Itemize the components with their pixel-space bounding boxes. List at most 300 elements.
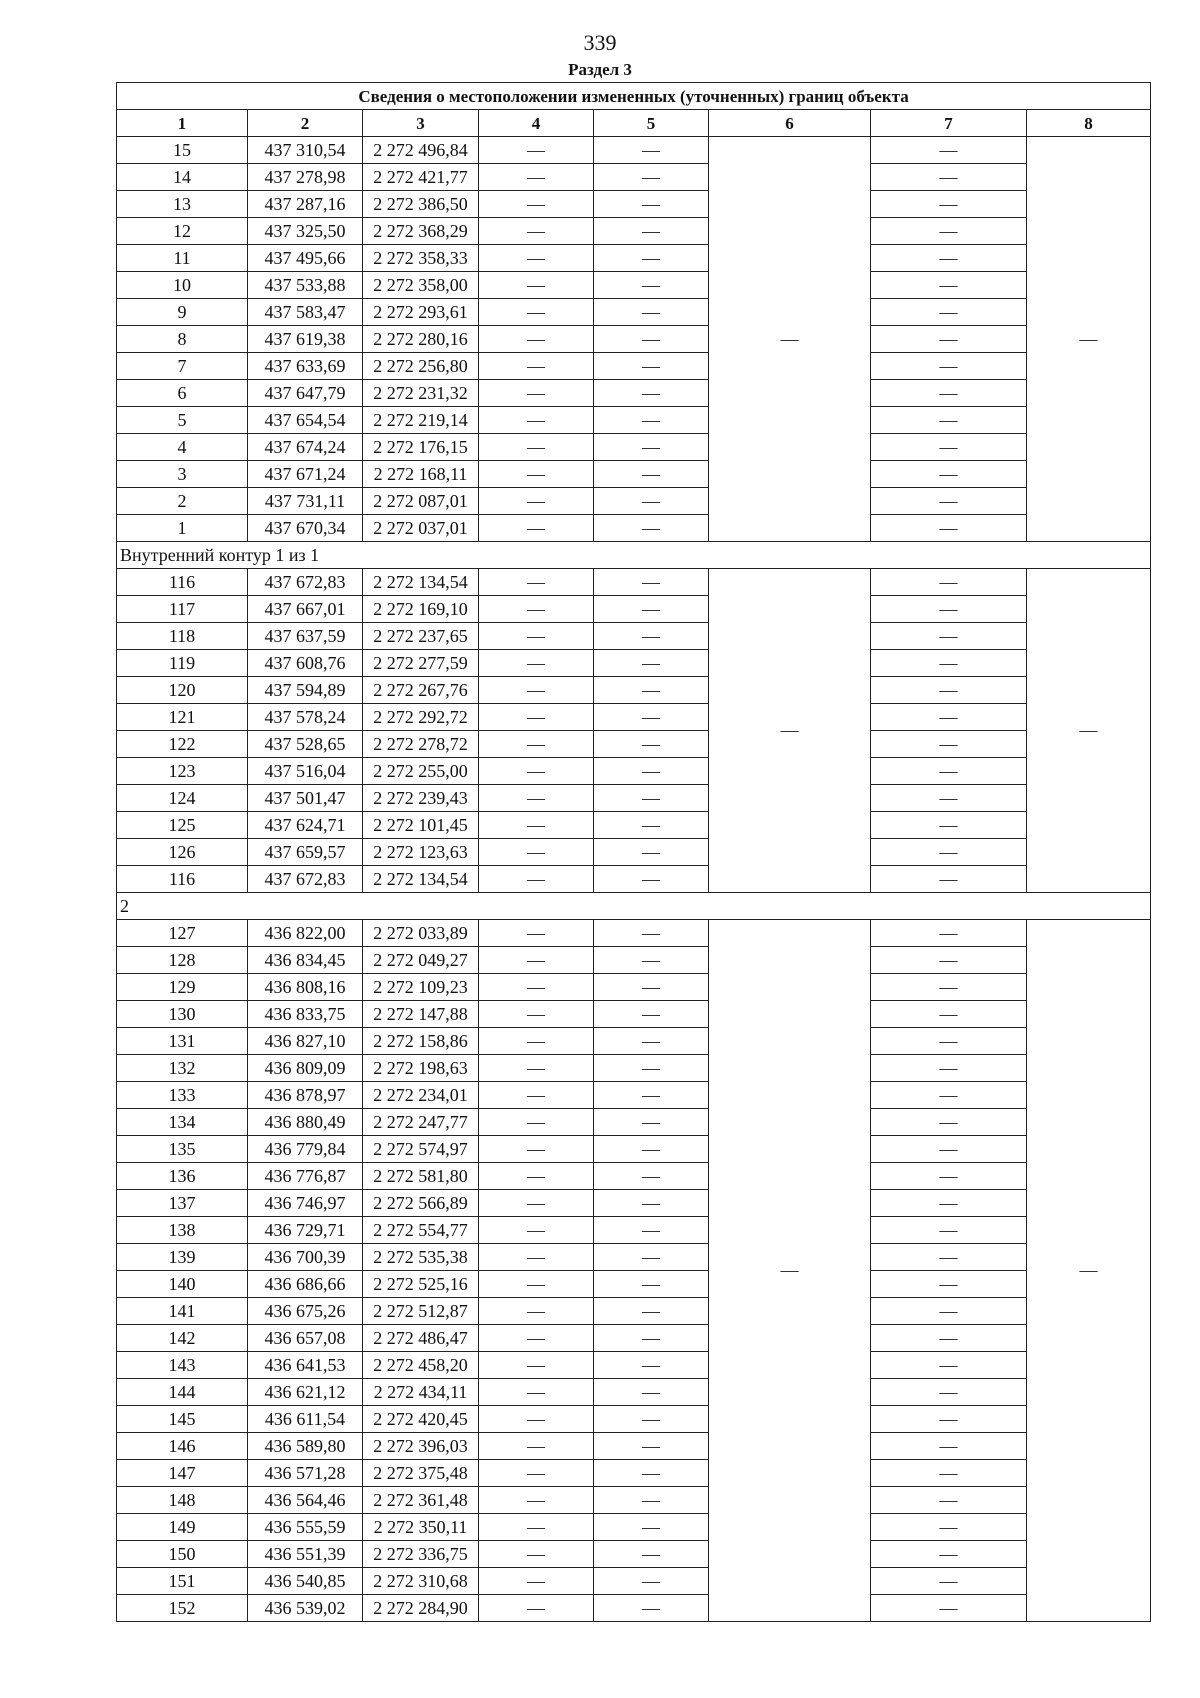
y-coordinate-cell: 2 272 420,45 [363, 1406, 479, 1433]
y-coordinate-cell: 2 272 310,68 [363, 1568, 479, 1595]
table-row [117, 1460, 1151, 1487]
col4-dash-cell: — [479, 434, 594, 461]
table-row [117, 704, 1151, 731]
col4-dash-cell: — [479, 1190, 594, 1217]
x-coordinate-cell: 437 325,50 [248, 218, 363, 245]
table-row [117, 1190, 1151, 1217]
col5-dash-cell: — [594, 353, 709, 380]
col7-dash-cell: — [871, 353, 1027, 380]
table-row [117, 272, 1151, 299]
col4-dash-cell: — [479, 326, 594, 353]
col6-merged-cell: — [709, 137, 871, 542]
col4-dash-cell: — [479, 758, 594, 785]
col4-dash-cell: — [479, 974, 594, 1001]
x-coordinate-cell: 436 746,97 [248, 1190, 363, 1217]
point-number-cell: 122 [117, 731, 248, 758]
point-number-cell: 116 [117, 866, 248, 893]
col4-dash-cell: — [479, 461, 594, 488]
x-coordinate-cell: 437 672,83 [248, 866, 363, 893]
col5-dash-cell: — [594, 245, 709, 272]
x-coordinate-cell: 437 633,69 [248, 353, 363, 380]
col7-dash-cell: — [871, 1595, 1027, 1622]
table-row [117, 1595, 1151, 1622]
col7-dash-cell: — [871, 1028, 1027, 1055]
col5-dash-cell: — [594, 164, 709, 191]
col5-dash-cell: — [594, 812, 709, 839]
y-coordinate-cell: 2 272 256,80 [363, 353, 479, 380]
col7-dash-cell: — [871, 137, 1027, 164]
col4-dash-cell: — [479, 569, 594, 596]
point-number-cell: 141 [117, 1298, 248, 1325]
column-header: 1 [117, 110, 248, 137]
col4-dash-cell: — [479, 353, 594, 380]
y-coordinate-cell: 2 272 234,01 [363, 1082, 479, 1109]
col4-dash-cell: — [479, 1271, 594, 1298]
x-coordinate-cell: 436 675,26 [248, 1298, 363, 1325]
point-number-cell: 130 [117, 1001, 248, 1028]
point-number-cell: 131 [117, 1028, 248, 1055]
col7-dash-cell: — [871, 677, 1027, 704]
col5-dash-cell: — [594, 596, 709, 623]
col5-dash-cell: — [594, 1055, 709, 1082]
y-coordinate-cell: 2 272 219,14 [363, 407, 479, 434]
point-number-cell: 8 [117, 326, 248, 353]
col7-dash-cell: — [871, 1568, 1027, 1595]
x-coordinate-cell: 436 834,45 [248, 947, 363, 974]
table-row [117, 515, 1151, 542]
point-number-cell: 146 [117, 1433, 248, 1460]
col7-dash-cell: — [871, 1352, 1027, 1379]
col7-dash-cell: — [871, 299, 1027, 326]
x-coordinate-cell: 436 827,10 [248, 1028, 363, 1055]
col4-dash-cell: — [479, 812, 594, 839]
table-row [117, 137, 1151, 164]
y-coordinate-cell: 2 272 237,65 [363, 623, 479, 650]
col7-dash-cell: — [871, 1433, 1027, 1460]
col7-dash-cell: — [871, 1244, 1027, 1271]
x-coordinate-cell: 436 540,85 [248, 1568, 363, 1595]
table-row [117, 1217, 1151, 1244]
group-label-row [117, 893, 1151, 920]
x-coordinate-cell: 436 641,53 [248, 1352, 363, 1379]
col7-dash-cell: — [871, 1325, 1027, 1352]
x-coordinate-cell: 436 686,66 [248, 1271, 363, 1298]
col7-dash-cell: — [871, 623, 1027, 650]
col5-dash-cell: — [594, 1460, 709, 1487]
col7-dash-cell: — [871, 1163, 1027, 1190]
col4-dash-cell: — [479, 218, 594, 245]
y-coordinate-cell: 2 272 109,23 [363, 974, 479, 1001]
point-number-cell: 125 [117, 812, 248, 839]
col4-dash-cell: — [479, 866, 594, 893]
y-coordinate-cell: 2 272 231,32 [363, 380, 479, 407]
col4-dash-cell: — [479, 245, 594, 272]
col7-dash-cell: — [871, 1109, 1027, 1136]
col4-dash-cell: — [479, 1433, 594, 1460]
y-coordinate-cell: 2 272 239,43 [363, 785, 479, 812]
col7-dash-cell: — [871, 326, 1027, 353]
col5-dash-cell: — [594, 704, 709, 731]
col4-dash-cell: — [479, 1352, 594, 1379]
y-coordinate-cell: 2 272 375,48 [363, 1460, 479, 1487]
point-number-cell: 134 [117, 1109, 248, 1136]
table-row [117, 1163, 1151, 1190]
point-number-cell: 137 [117, 1190, 248, 1217]
column-header: 4 [479, 110, 594, 137]
col5-dash-cell: — [594, 1109, 709, 1136]
col5-dash-cell: — [594, 866, 709, 893]
x-coordinate-cell: 437 654,54 [248, 407, 363, 434]
col4-dash-cell: — [479, 1514, 594, 1541]
col5-dash-cell: — [594, 1541, 709, 1568]
point-number-cell: 132 [117, 1055, 248, 1082]
col5-dash-cell: — [594, 677, 709, 704]
table-row [117, 461, 1151, 488]
x-coordinate-cell: 437 619,38 [248, 326, 363, 353]
y-coordinate-cell: 2 272 049,27 [363, 947, 479, 974]
group-label: 2 [117, 893, 1151, 920]
col5-dash-cell: — [594, 569, 709, 596]
table-row [117, 1244, 1151, 1271]
col5-dash-cell: — [594, 839, 709, 866]
col5-dash-cell: — [594, 920, 709, 947]
col4-dash-cell: — [479, 515, 594, 542]
y-coordinate-cell: 2 272 037,01 [363, 515, 479, 542]
x-coordinate-cell: 437 624,71 [248, 812, 363, 839]
table-caption: Сведения о местоположении измененных (уточненных) границ объекта [117, 83, 1151, 110]
point-number-cell: 118 [117, 623, 248, 650]
x-coordinate-cell: 437 608,76 [248, 650, 363, 677]
col4-dash-cell: — [479, 1163, 594, 1190]
col7-dash-cell: — [871, 650, 1027, 677]
y-coordinate-cell: 2 272 566,89 [363, 1190, 479, 1217]
page-number: 339 [583, 30, 617, 55]
x-coordinate-cell: 437 659,57 [248, 839, 363, 866]
point-number-cell: 147 [117, 1460, 248, 1487]
x-coordinate-cell: 436 822,00 [248, 920, 363, 947]
y-coordinate-cell: 2 272 581,80 [363, 1163, 479, 1190]
table-row [117, 650, 1151, 677]
x-coordinate-cell: 436 809,09 [248, 1055, 363, 1082]
y-coordinate-cell: 2 272 350,11 [363, 1514, 479, 1541]
col4-dash-cell: — [479, 299, 594, 326]
x-coordinate-cell: 437 670,34 [248, 515, 363, 542]
x-coordinate-cell: 436 657,08 [248, 1325, 363, 1352]
y-coordinate-cell: 2 272 496,84 [363, 137, 479, 164]
col4-dash-cell: — [479, 839, 594, 866]
col5-dash-cell: — [594, 731, 709, 758]
x-coordinate-cell: 437 310,54 [248, 137, 363, 164]
y-coordinate-cell: 2 272 169,10 [363, 596, 479, 623]
group-label: Внутренний контур 1 из 1 [117, 542, 1151, 569]
point-number-cell: 150 [117, 1541, 248, 1568]
col7-dash-cell: — [871, 488, 1027, 515]
y-coordinate-cell: 2 272 361,48 [363, 1487, 479, 1514]
col7-dash-cell: — [871, 272, 1027, 299]
x-coordinate-cell: 436 776,87 [248, 1163, 363, 1190]
point-number-cell: 127 [117, 920, 248, 947]
col7-dash-cell: — [871, 947, 1027, 974]
col5-dash-cell: — [594, 1433, 709, 1460]
point-number-cell: 121 [117, 704, 248, 731]
col7-dash-cell: — [871, 1271, 1027, 1298]
col4-dash-cell: — [479, 704, 594, 731]
x-coordinate-cell: 437 731,11 [248, 488, 363, 515]
y-coordinate-cell: 2 272 292,72 [363, 704, 479, 731]
y-coordinate-cell: 2 272 278,72 [363, 731, 479, 758]
point-number-cell: 119 [117, 650, 248, 677]
col5-dash-cell: — [594, 407, 709, 434]
y-coordinate-cell: 2 272 358,00 [363, 272, 479, 299]
col4-dash-cell: — [479, 920, 594, 947]
col7-dash-cell: — [871, 1298, 1027, 1325]
table-row [117, 1055, 1151, 1082]
y-coordinate-cell: 2 272 101,45 [363, 812, 479, 839]
column-header: 2 [248, 110, 363, 137]
y-coordinate-cell: 2 272 293,61 [363, 299, 479, 326]
col4-dash-cell: — [479, 407, 594, 434]
col5-dash-cell: — [594, 1190, 709, 1217]
col4-dash-cell: — [479, 137, 594, 164]
col5-dash-cell: — [594, 218, 709, 245]
y-coordinate-cell: 2 272 277,59 [363, 650, 479, 677]
table-row [117, 326, 1151, 353]
table-row [117, 1352, 1151, 1379]
y-coordinate-cell: 2 272 368,29 [363, 218, 479, 245]
y-coordinate-cell: 2 272 134,54 [363, 866, 479, 893]
col4-dash-cell: — [479, 1028, 594, 1055]
point-number-cell: 151 [117, 1568, 248, 1595]
col5-dash-cell: — [594, 623, 709, 650]
table-row [117, 1109, 1151, 1136]
x-coordinate-cell: 436 729,71 [248, 1217, 363, 1244]
col5-dash-cell: — [594, 1244, 709, 1271]
point-number-cell: 123 [117, 758, 248, 785]
section-title: Раздел 3 [568, 60, 632, 79]
point-number-cell: 136 [117, 1163, 248, 1190]
x-coordinate-cell: 436 551,39 [248, 1541, 363, 1568]
col4-dash-cell: — [479, 1001, 594, 1028]
point-number-cell: 133 [117, 1082, 248, 1109]
column-header: 7 [871, 110, 1027, 137]
y-coordinate-cell: 2 272 386,50 [363, 191, 479, 218]
col5-dash-cell: — [594, 1325, 709, 1352]
table-row [117, 623, 1151, 650]
col5-dash-cell: — [594, 380, 709, 407]
col7-dash-cell: — [871, 569, 1027, 596]
point-number-cell: 140 [117, 1271, 248, 1298]
col5-dash-cell: — [594, 137, 709, 164]
y-coordinate-cell: 2 272 134,54 [363, 569, 479, 596]
x-coordinate-cell: 437 667,01 [248, 596, 363, 623]
col5-dash-cell: — [594, 650, 709, 677]
x-coordinate-cell: 436 571,28 [248, 1460, 363, 1487]
table-row [117, 488, 1151, 515]
y-coordinate-cell: 2 272 147,88 [363, 1001, 479, 1028]
y-coordinate-cell: 2 272 087,01 [363, 488, 479, 515]
col7-dash-cell: — [871, 1460, 1027, 1487]
col5-dash-cell: — [594, 299, 709, 326]
y-coordinate-cell: 2 272 525,16 [363, 1271, 479, 1298]
col7-dash-cell: — [871, 1001, 1027, 1028]
col7-dash-cell: — [871, 164, 1027, 191]
x-coordinate-cell: 437 528,65 [248, 731, 363, 758]
col7-dash-cell: — [871, 1217, 1027, 1244]
col5-dash-cell: — [594, 974, 709, 1001]
x-coordinate-cell: 436 833,75 [248, 1001, 363, 1028]
table-row [117, 380, 1151, 407]
point-number-cell: 129 [117, 974, 248, 1001]
col7-dash-cell: — [871, 812, 1027, 839]
col4-dash-cell: — [479, 1406, 594, 1433]
x-coordinate-cell: 437 637,59 [248, 623, 363, 650]
y-coordinate-cell: 2 272 336,75 [363, 1541, 479, 1568]
table-row [117, 1298, 1151, 1325]
col4-dash-cell: — [479, 596, 594, 623]
col4-dash-cell: — [479, 191, 594, 218]
table-body [117, 137, 1151, 1622]
col4-dash-cell: — [479, 488, 594, 515]
y-coordinate-cell: 2 272 198,63 [363, 1055, 479, 1082]
col5-dash-cell: — [594, 1271, 709, 1298]
table-row [117, 1487, 1151, 1514]
col4-dash-cell: — [479, 623, 594, 650]
point-number-cell: 5 [117, 407, 248, 434]
column-header: 3 [363, 110, 479, 137]
y-coordinate-cell: 2 272 284,90 [363, 1595, 479, 1622]
x-coordinate-cell: 436 880,49 [248, 1109, 363, 1136]
col4-dash-cell: — [479, 1082, 594, 1109]
col5-dash-cell: — [594, 1379, 709, 1406]
column-header: 8 [1027, 110, 1151, 137]
y-coordinate-cell: 2 272 486,47 [363, 1325, 479, 1352]
col4-dash-cell: — [479, 1568, 594, 1595]
x-coordinate-cell: 436 779,84 [248, 1136, 363, 1163]
table-row [117, 1028, 1151, 1055]
col5-dash-cell: — [594, 191, 709, 218]
table-row [117, 218, 1151, 245]
table-row [117, 1379, 1151, 1406]
col7-dash-cell: — [871, 974, 1027, 1001]
col5-dash-cell: — [594, 515, 709, 542]
point-number-cell: 139 [117, 1244, 248, 1271]
col4-dash-cell: — [479, 1217, 594, 1244]
point-number-cell: 124 [117, 785, 248, 812]
table-row [117, 758, 1151, 785]
col4-dash-cell: — [479, 1487, 594, 1514]
col5-dash-cell: — [594, 326, 709, 353]
x-coordinate-cell: 437 495,66 [248, 245, 363, 272]
point-number-cell: 1 [117, 515, 248, 542]
col7-dash-cell: — [871, 1190, 1027, 1217]
column-header: 6 [709, 110, 871, 137]
y-coordinate-cell: 2 272 247,77 [363, 1109, 479, 1136]
col7-dash-cell: — [871, 380, 1027, 407]
table-row [117, 974, 1151, 1001]
y-coordinate-cell: 2 272 158,86 [363, 1028, 479, 1055]
table-row [117, 1433, 1151, 1460]
point-number-cell: 142 [117, 1325, 248, 1352]
col7-dash-cell: — [871, 191, 1027, 218]
y-coordinate-cell: 2 272 123,63 [363, 839, 479, 866]
col4-dash-cell: — [479, 380, 594, 407]
point-number-cell: 145 [117, 1406, 248, 1433]
y-coordinate-cell: 2 272 434,11 [363, 1379, 479, 1406]
x-coordinate-cell: 437 533,88 [248, 272, 363, 299]
point-number-cell: 149 [117, 1514, 248, 1541]
table-row [117, 1082, 1151, 1109]
point-number-cell: 148 [117, 1487, 248, 1514]
col4-dash-cell: — [479, 1244, 594, 1271]
x-coordinate-cell: 436 878,97 [248, 1082, 363, 1109]
point-number-cell: 7 [117, 353, 248, 380]
x-coordinate-cell: 437 578,24 [248, 704, 363, 731]
col4-dash-cell: — [479, 1379, 594, 1406]
col5-dash-cell: — [594, 1001, 709, 1028]
y-coordinate-cell: 2 272 535,38 [363, 1244, 479, 1271]
table-row [117, 596, 1151, 623]
col4-dash-cell: — [479, 1325, 594, 1352]
y-coordinate-cell: 2 272 358,33 [363, 245, 479, 272]
col7-dash-cell: — [871, 1406, 1027, 1433]
y-coordinate-cell: 2 272 176,15 [363, 434, 479, 461]
col7-dash-cell: — [871, 731, 1027, 758]
table-row [117, 569, 1151, 596]
x-coordinate-cell: 436 700,39 [248, 1244, 363, 1271]
x-coordinate-cell: 436 621,12 [248, 1379, 363, 1406]
table-row [117, 407, 1151, 434]
y-coordinate-cell: 2 272 033,89 [363, 920, 479, 947]
point-number-cell: 9 [117, 299, 248, 326]
x-coordinate-cell: 436 611,54 [248, 1406, 363, 1433]
col4-dash-cell: — [479, 1595, 594, 1622]
col7-dash-cell: — [871, 1541, 1027, 1568]
col7-dash-cell: — [871, 461, 1027, 488]
table-row [117, 866, 1151, 893]
y-coordinate-cell: 2 272 255,00 [363, 758, 479, 785]
col5-dash-cell: — [594, 1163, 709, 1190]
table-row [117, 1568, 1151, 1595]
col4-dash-cell: — [479, 947, 594, 974]
col7-dash-cell: — [871, 434, 1027, 461]
x-coordinate-cell: 437 583,47 [248, 299, 363, 326]
col7-dash-cell: — [871, 218, 1027, 245]
y-coordinate-cell: 2 272 168,11 [363, 461, 479, 488]
col4-dash-cell: — [479, 1136, 594, 1163]
table-row [117, 299, 1151, 326]
table-row [117, 1001, 1151, 1028]
y-coordinate-cell: 2 272 554,77 [363, 1217, 479, 1244]
table-row [117, 164, 1151, 191]
table-row [117, 1541, 1151, 1568]
x-coordinate-cell: 436 555,59 [248, 1514, 363, 1541]
col5-dash-cell: — [594, 1595, 709, 1622]
col5-dash-cell: — [594, 947, 709, 974]
table-row [117, 785, 1151, 812]
col5-dash-cell: — [594, 1352, 709, 1379]
col5-dash-cell: — [594, 1568, 709, 1595]
col5-dash-cell: — [594, 758, 709, 785]
coordinates-table [116, 82, 1151, 1622]
table-row [117, 191, 1151, 218]
table-row [117, 1406, 1151, 1433]
x-coordinate-cell: 437 594,89 [248, 677, 363, 704]
x-coordinate-cell: 437 674,24 [248, 434, 363, 461]
group-label-row [117, 542, 1151, 569]
col7-dash-cell: — [871, 1487, 1027, 1514]
col7-dash-cell: — [871, 839, 1027, 866]
y-coordinate-cell: 2 272 267,76 [363, 677, 479, 704]
